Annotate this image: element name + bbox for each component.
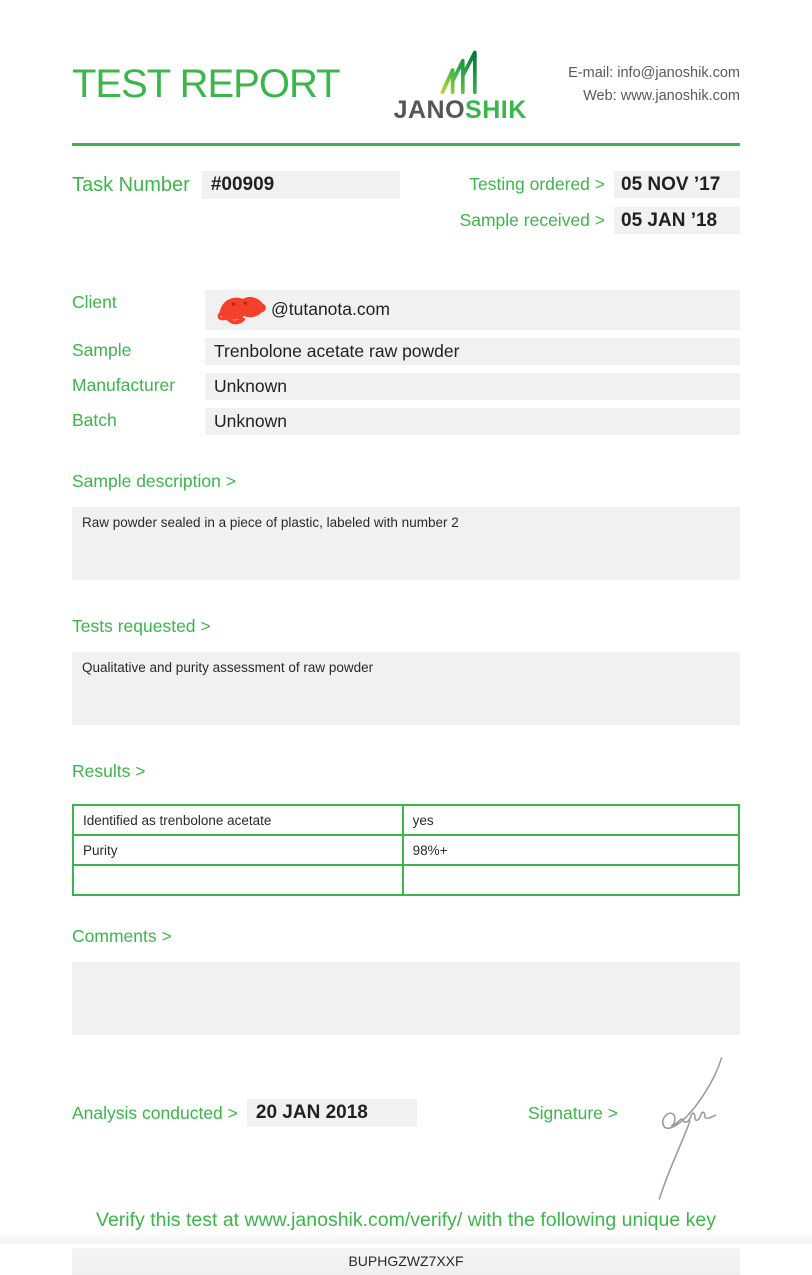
client-value [205,290,740,330]
results-row [73,865,739,895]
sample-value: Trenbolone acetate raw powder [205,338,740,365]
info-section [72,290,740,435]
header-rule [72,143,740,146]
task-number-label: Task Number [72,173,190,196]
verify-text: Verify this test at www.janoshik.com/verify/ with the following unique key [96,1209,716,1231]
tests-requested-box: Qualitative and purity assessment of raw powder [72,652,740,725]
analysis-row [72,1099,740,1127]
info-row-client [72,290,740,330]
analysis-conducted-label: Analysis conducted > [72,1102,238,1123]
result-value-cell [403,865,739,895]
wordmark-left: JANO [393,96,466,124]
result-name-cell [73,865,403,895]
result-value-cell: yes [403,805,739,835]
results-table [72,804,740,896]
result-name-cell: Identified as trenbolone acetate [73,805,403,835]
task-number-value: #00909 [202,171,400,199]
comments-label: Comments > [72,926,172,946]
sample-received-label: Sample received > [459,210,605,230]
signature-icon [632,1054,740,1202]
contact-block [568,62,740,107]
brand-wordmark [394,98,527,123]
header [72,46,740,123]
page-bottom-shade [0,1231,812,1244]
tests-requested-label: Tests requested > [72,616,211,636]
sample-received-value: 05 JAN ’18 [614,207,740,234]
date-row-testing-ordered [460,171,740,198]
client-label: Client [72,292,117,312]
wordmark-right: SHIK [465,96,527,124]
sample-label: Sample [72,340,132,360]
signature-block [528,1103,740,1124]
sample-description-label: Sample description > [72,471,236,491]
result-name-cell: Purity [73,835,403,865]
signature-label: Signature > [528,1102,618,1123]
page-title: TEST REPORT [72,62,340,106]
contact-email: E-mail: info@janoshik.com [568,65,740,82]
results-row [73,835,739,865]
brand-logo [394,46,527,123]
task-section [72,171,740,234]
manufacturer-value: Unknown [205,373,740,400]
logo-graph-icon [437,46,483,96]
sample-description-box: Raw powder sealed in a piece of plastic, labeled with number 2 [72,507,740,580]
manufacturer-label: Manufacturer [72,375,176,395]
results-label: Results > [72,761,146,781]
dates-block [460,171,740,234]
testing-ordered-value: 05 NOV ’17 [614,171,740,198]
info-row-sample [72,338,740,365]
info-row-manufacturer [72,373,740,400]
test-report-page [0,46,812,1269]
analysis-date-value: 20 JAN 2018 [247,1099,417,1127]
comments-box [72,962,740,1035]
signature-area [618,1112,740,1114]
results-row [73,805,739,835]
date-row-sample-received [460,207,740,234]
redaction-scribble-icon [214,293,270,327]
client-email-text: @tutanota.com [271,299,390,319]
info-row-batch [72,408,740,435]
verify-key: BUPHGZWZ7XXF [72,1248,740,1275]
contact-web: Web: www.janoshik.com [583,87,740,104]
testing-ordered-label: Testing ordered > [469,174,605,194]
batch-value: Unknown [205,408,740,435]
batch-label: Batch [72,410,117,430]
result-value-cell: 98%+ [403,835,739,865]
task-number-row [72,171,400,199]
